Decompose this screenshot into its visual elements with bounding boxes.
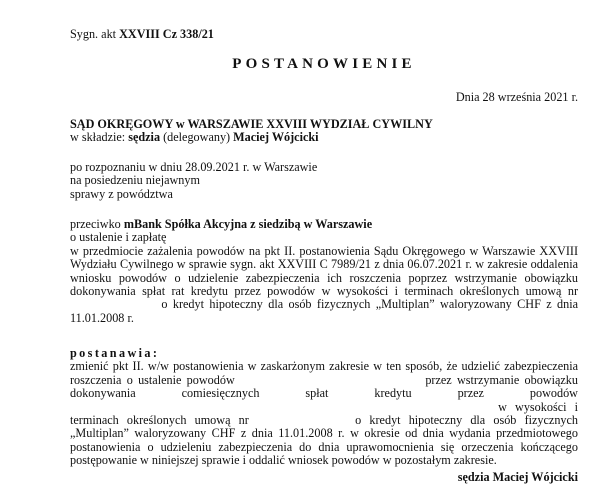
against-prefix: przeciwko (70, 217, 121, 231)
session-line-3: sprawy z powództwa (70, 186, 173, 201)
judge-signature: sędzia Maciej Wójcicki (457, 470, 578, 484)
case-block (70, 218, 578, 325)
composition-prefix: w składzie: (70, 130, 126, 145)
court-name: SĄD OKRĘGOWY w WARSZAWIE XXVIII WYDZIAŁ CYWILNY (70, 117, 433, 131)
ruling-heading: postanawia: (70, 346, 160, 360)
judge-name: Maciej Wójcicki (233, 130, 319, 145)
defendant-line (70, 218, 578, 231)
ruling-text (70, 360, 578, 467)
case-signature (70, 28, 214, 41)
court-block (70, 118, 578, 145)
ruling-block (70, 347, 578, 468)
defendant-name: mBank Spółka Akcyjna z siedzibą w Warszawie (123, 217, 373, 231)
case-description-part-1: w przedmiocie zażalenia powodów na pkt II. postanowienia Sądu Okręgowego w Warszawie XXVIII Wydziału Cywilnego w sprawie sygn. akt XXVIII C 7989/21 z dnia 06.07.2021 r. w zakresie oddalenia wniosku powodów o udzielenie zabezpieczenia ich roszczenia poprzez wstrzymanie obowiązku dokonywania spłat rat kredytu przez powodów w wysokości i terminach określonych umową nr (70, 243, 578, 299)
judge-role: sędzia (128, 130, 161, 145)
session-line-1: po rozpoznaniu w dniu 28.09.2021 r. w Warszawie (70, 160, 318, 174)
case-description (70, 245, 578, 325)
case-subject: o ustalenie i zapłatę (70, 230, 167, 245)
ruling-text-part-1: zmienić pkt II. w/w postanowienia w zaskarżonym zakresie w ten sposób, że udzielić zabezpieczenia roszczenia o ustalenie powodów (70, 359, 578, 387)
ruling-text-part-2: przez wstrzymanie obowiązku dokonywania comiesięcznych spłat kredytu przez powodów (70, 372, 578, 401)
case-signature-number: XXVIII Cz 338/21 (119, 27, 214, 41)
case-description-part-2: o kredyt hipoteczny dla osób fizycznych „Multiplan” waloryzowany CHF z dnia 11.01.2008 r. (70, 297, 579, 325)
ruling-text-part-3: w wysokości i terminach określonych umową nr (70, 399, 578, 428)
document-title: POSTANOWIENIE (232, 56, 416, 72)
ruling-text-part-4: o kredyt hipoteczny dla osób fizycznych „Multiplan” waloryzowany CHF z dnia 11.01.2008 r. w okresie od dnia wydania przedmiotowego postanowienia o udzieleniu zabezpieczenia do dnia uprawomocnienia się orzeczenia kończącego postępowanie w niniejszej sprawie i oddalić wniosek powodów w pozostałym zakresie. (70, 413, 579, 468)
case-signature-prefix: Sygn. akt (70, 27, 117, 41)
session-block (70, 161, 578, 201)
court-composition (70, 131, 578, 144)
judge-note: (delegowany) (163, 130, 231, 145)
session-line-2: na posiedzeniu niejawnym (70, 173, 200, 188)
document-date: Dnia 28 września 2021 r. (455, 90, 578, 104)
